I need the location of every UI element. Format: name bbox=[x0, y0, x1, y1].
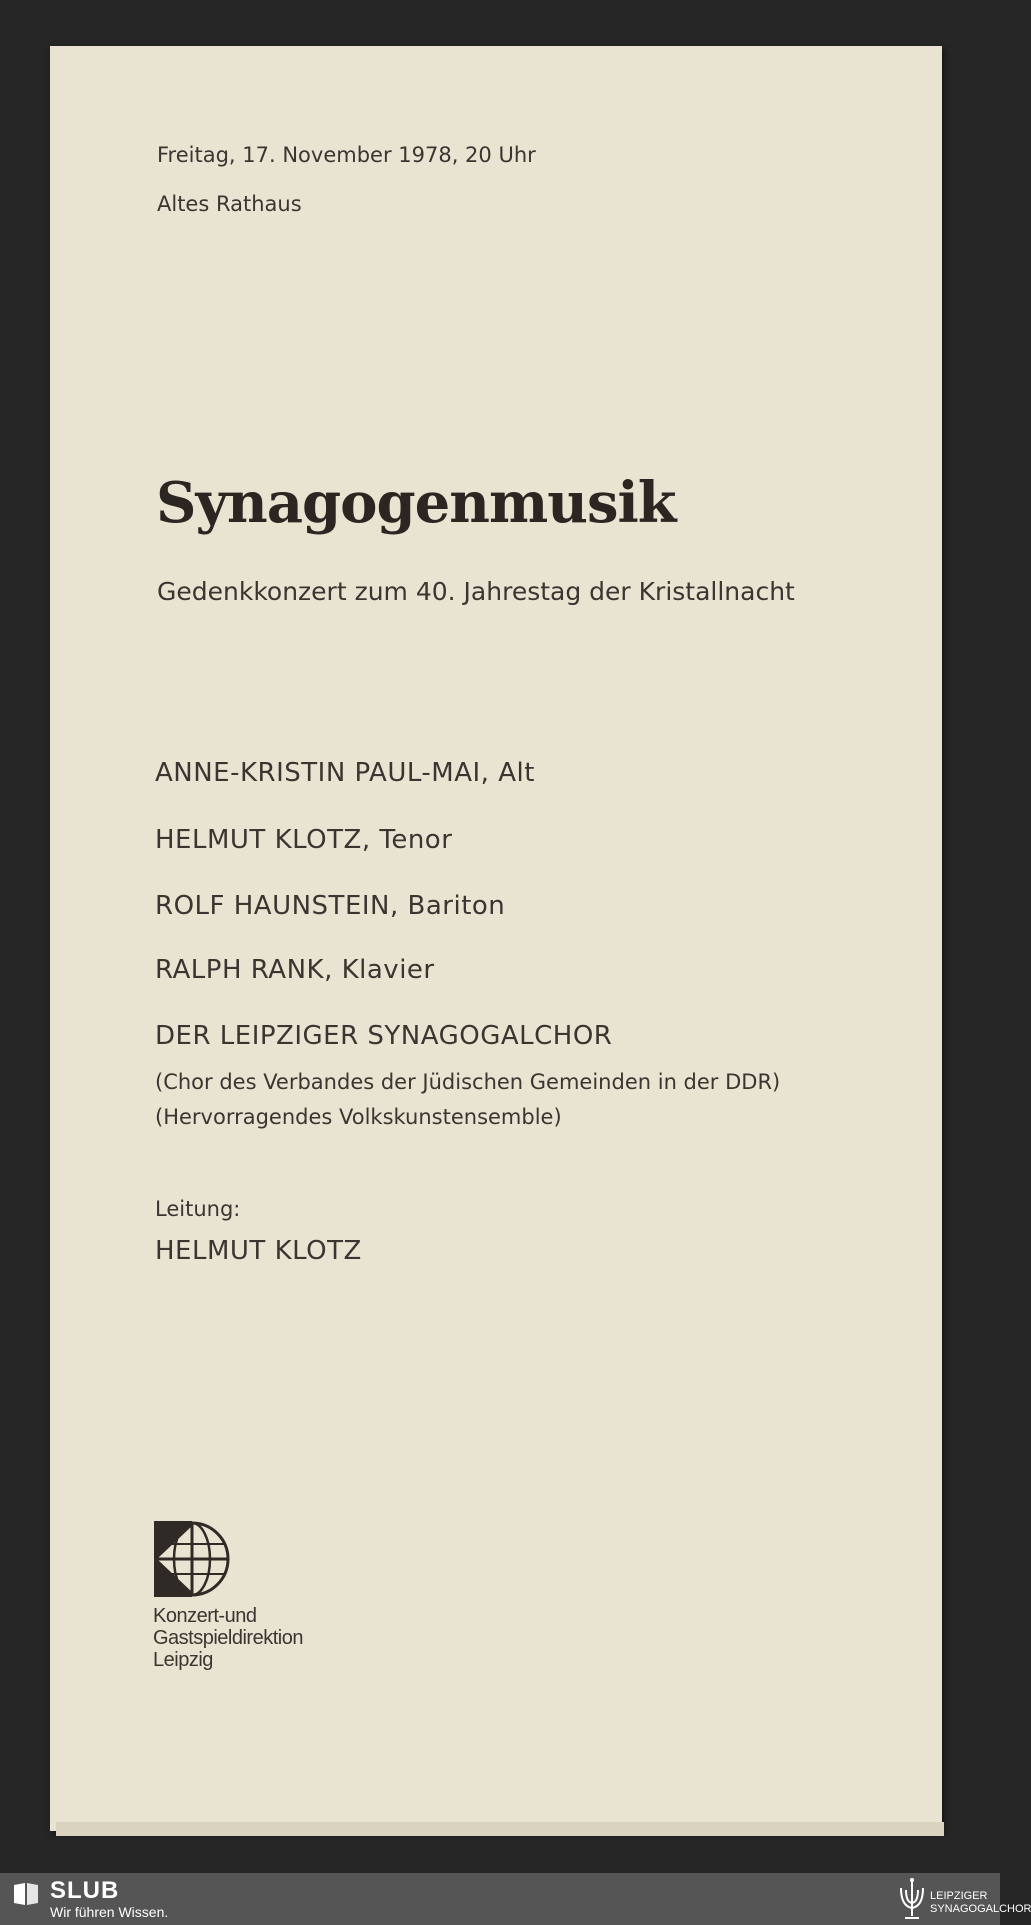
performer-tenor: HELMUT KLOTZ, Tenor bbox=[155, 825, 453, 855]
paper-edge bbox=[56, 1822, 944, 1836]
concert-venue: Altes Rathaus bbox=[157, 192, 302, 216]
collection-line: SYNAGOGALCHOR bbox=[930, 1903, 1031, 1915]
choir-note: (Chor des Verbandes der Jüdischen Gemeinden in der DDR) bbox=[155, 1070, 781, 1094]
performer-alt: ANNE-KRISTIN PAUL-MAI, Alt bbox=[155, 758, 535, 788]
publisher-line: Leipzig bbox=[153, 1649, 213, 1671]
slub-tagline: Wir führen Wissen. bbox=[50, 1904, 169, 1920]
concert-subtitle: Gedenkkonzert zum 40. Jahrestag der Kristallnacht bbox=[157, 577, 795, 606]
collection-line: LEIPZIGER bbox=[930, 1890, 988, 1902]
leitung-label: Leitung: bbox=[155, 1197, 241, 1221]
publisher-name bbox=[153, 1605, 303, 1671]
performer-choir: DER LEIPZIGER SYNAGOGALCHOR bbox=[155, 1021, 613, 1051]
performer-bariton: ROLF HAUNSTEIN, Bariton bbox=[155, 891, 506, 921]
collection-name bbox=[930, 1890, 1031, 1916]
leitung-name: HELMUT KLOTZ bbox=[155, 1236, 362, 1266]
page-title: Synagogenmusik bbox=[156, 470, 676, 536]
book-icon bbox=[12, 1881, 40, 1907]
globe-logo-icon bbox=[153, 1520, 231, 1598]
publisher-line: Konzert-und bbox=[153, 1605, 257, 1627]
choir-note: (Hervorragendes Volkskunstensemble) bbox=[155, 1105, 562, 1129]
performer-klavier: RALPH RANK, Klavier bbox=[155, 955, 435, 985]
slub-logo[interactable]: SLUB bbox=[50, 1877, 120, 1904]
menorah-icon bbox=[895, 1876, 929, 1922]
publisher-line: Gastspieldirektion bbox=[153, 1627, 303, 1649]
viewer-footer bbox=[0, 1873, 1031, 1925]
concert-date: Freitag, 17. November 1978, 20 Uhr bbox=[157, 143, 536, 167]
